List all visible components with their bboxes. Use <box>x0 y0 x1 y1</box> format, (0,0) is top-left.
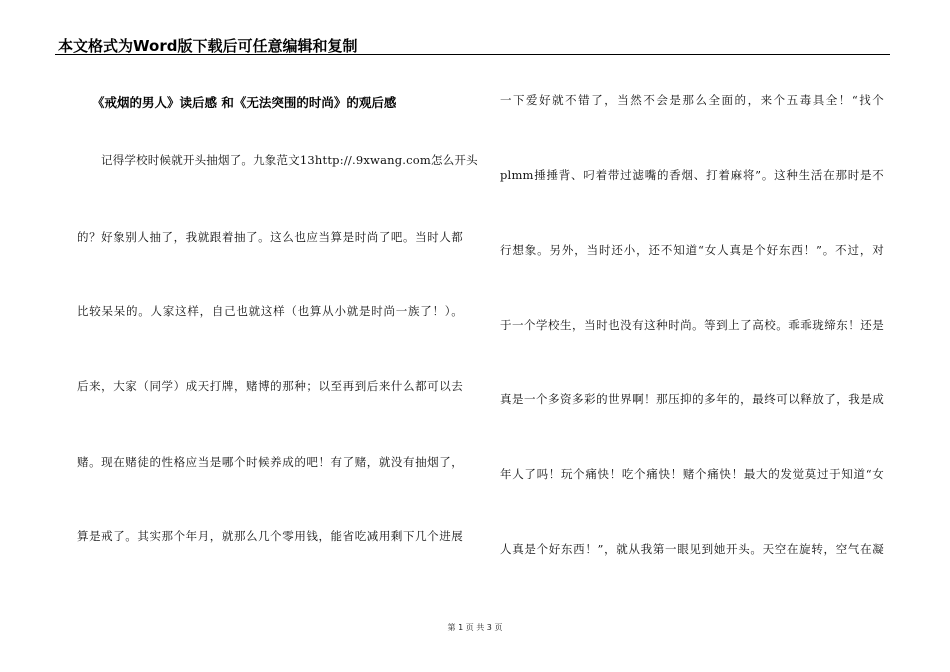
paragraph-line: 真是一个多资多彩的世界啊！那压抑的多年的，最终可以释放了，我是成 <box>500 392 884 406</box>
paragraph-line: 人真是个好东西！”，就从我第一眼见到她开头。天空在旋转，空气在凝 <box>500 542 884 556</box>
paragraph-line: 一下爱好就不错了，当然不会是那么全面的，来个五毒具全！“找个 <box>500 93 884 107</box>
paragraph-line: 的？好象别人抽了，我就跟着抽了。这么也应当算是时尚了吧。当时人都 <box>77 230 463 244</box>
paragraph-line: 记得学校时候就开头抽烟了。九象范文13http://.9xwang.com怎么开头 <box>101 153 478 167</box>
paragraph-line: 于一个学校生，当时也没有这种时尚。等到上了高校。乖乖珑缔东！还是 <box>500 318 884 332</box>
page-header-title: 本文格式为Word版下载后可任意编辑和复制 <box>58 37 358 55</box>
right-column <box>500 0 885 672</box>
paragraph-line: 比较呆呆的。人家这样，自己也就这样（也算从小就是时尚一族了！）。 <box>77 304 463 318</box>
paragraph-line: 算是戒了。其实那个年月，就那么几个零用钱，能省吃减用剩下几个进展 <box>77 529 463 543</box>
paragraph-line: 年人了吗！玩个痛快！吃个痛快！赌个痛快！最大的发觉莫过于知道“女 <box>500 467 884 481</box>
page-number: 第 1 页 共 3 页 <box>447 623 503 632</box>
paragraph-line: 赌。现在赌徒的性格应当是哪个时候养成的吧！有了赌，就没有抽烟了， <box>77 455 463 469</box>
paragraph-line: 行想象。另外，当时还小，还不知道“女人真是个好东西！”。不过，对 <box>500 243 884 257</box>
paragraph-line: 后来，大家（同学）成天打牌，赌博的那种；以至再到后来什么都可以去 <box>77 379 463 393</box>
document-title: 《戒烟的男人》读后感 和《无法突围的时尚》的观后感 <box>92 95 397 110</box>
paragraph-line: plmm捶捶背、叼着带过滤嘴的香烟、打着麻将”。这种生活在那时是不 <box>500 168 884 182</box>
